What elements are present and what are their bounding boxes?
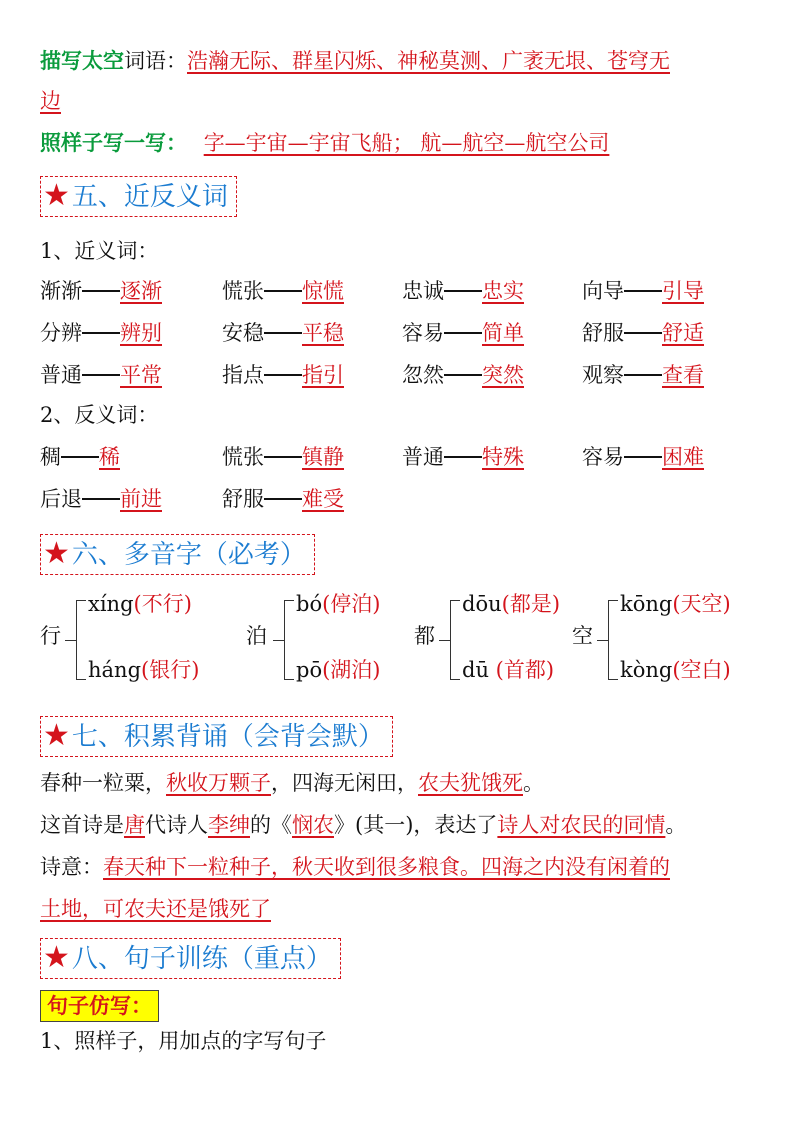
synonym-pair <box>582 318 704 348</box>
synonym-pair <box>402 360 524 390</box>
antonym-word: 容易 <box>582 445 624 469</box>
section6-title: 六、多音字（必考） <box>71 540 306 570</box>
sentence-item1: 1、照样子，用加点的字写句子 <box>40 1029 327 1053</box>
antonym-answer: 稀 <box>99 445 120 469</box>
dash-line <box>624 290 662 292</box>
synonym-word: 慌张 <box>222 279 264 303</box>
synonym-pair <box>40 360 162 390</box>
synonym-pair <box>222 318 344 348</box>
star-icon: ★ <box>43 940 70 975</box>
section7-title: 七、积累背诵（会背会默） <box>71 722 384 752</box>
synonym-word: 容易 <box>402 321 444 345</box>
synonym-word: 分辨 <box>40 321 82 345</box>
dash-line <box>264 332 302 334</box>
antonym-word: 后退 <box>40 487 82 511</box>
poem-line4: 土地，可农夫还是饿死了 <box>40 897 271 921</box>
dash-line <box>61 456 99 458</box>
antonym-pair <box>582 442 704 472</box>
dash-line <box>82 374 120 376</box>
poem-line2: 这首诗是唐代诗人李绅的《悯农》(其一)，表达了诗人对农民的同情。 <box>40 813 687 837</box>
synonym-label: 1、近义词： <box>40 239 159 263</box>
synonym-pair <box>402 318 524 348</box>
poly-xing-brace <box>76 600 77 680</box>
poly-bo-brace <box>284 600 285 680</box>
poly-dou-top: dōu(都是) <box>462 592 561 616</box>
synonym-word: 忽然 <box>402 363 444 387</box>
synonym-pair <box>222 360 344 390</box>
sentence-badge: 句子仿写： <box>40 990 159 1022</box>
space-words-label: 描写太空 <box>40 48 124 73</box>
synonym-word: 安稳 <box>222 321 264 345</box>
antonym-word: 稠 <box>40 445 61 469</box>
poly-kong-brace <box>608 600 609 680</box>
dash-line <box>82 498 120 500</box>
synonym-answer: 舒适 <box>662 321 704 345</box>
synonym-word: 忠诚 <box>402 279 444 303</box>
antonym-word: 慌张 <box>222 445 264 469</box>
antonym-answer: 难受 <box>302 487 344 511</box>
section7-heading <box>40 716 393 757</box>
antonym-label: 2、反义词： <box>40 403 159 427</box>
poem-line1: 春种一粒粟，秋收万颗子，四海无闲田，农夫犹饿死。 <box>40 771 544 795</box>
synonym-pair <box>402 276 524 306</box>
antonym-pair <box>40 442 120 472</box>
poly-xing-top: xíng(不行) <box>88 592 192 616</box>
poly-bo-char: 泊 <box>246 624 267 648</box>
section5-heading <box>40 176 237 217</box>
dash-line <box>444 456 482 458</box>
synonym-answer: 引导 <box>662 279 704 303</box>
dash-line <box>624 456 662 458</box>
example-line <box>40 128 609 158</box>
star-icon: ★ <box>43 178 70 213</box>
antonym-word: 舒服 <box>222 487 264 511</box>
synonym-answer: 简单 <box>482 321 524 345</box>
dash-line <box>624 332 662 334</box>
dash-line <box>264 290 302 292</box>
example-label: 照样子写一写： <box>40 130 187 155</box>
synonym-answer: 查看 <box>662 363 704 387</box>
poly-kong-top: kōng(天空) <box>620 592 731 616</box>
space-words-line <box>40 46 670 76</box>
antonym-answer: 镇静 <box>302 445 344 469</box>
section8-title: 八、句子训练（重点） <box>71 944 332 974</box>
dash-line <box>264 456 302 458</box>
synonym-word: 指点 <box>222 363 264 387</box>
section8-heading <box>40 938 341 979</box>
antonym-pair <box>222 484 344 514</box>
space-words-value: 浩瀚无际、群星闪烁、神秘莫测、广袤无垠、苍穹无 <box>187 49 670 73</box>
poly-xing-bot: háng(银行) <box>88 658 200 682</box>
synonym-word: 舒服 <box>582 321 624 345</box>
synonym-answer: 指引 <box>302 363 344 387</box>
antonym-pair <box>40 484 162 514</box>
space-words-label2: 词语： <box>124 49 187 73</box>
star-icon: ★ <box>43 718 70 753</box>
synonym-pair <box>222 276 344 306</box>
space-words-value2: 边 <box>40 89 61 113</box>
synonym-word: 普通 <box>40 363 82 387</box>
synonym-pair <box>582 360 704 390</box>
space-words-line2 <box>40 86 61 116</box>
antonym-word: 普通 <box>402 445 444 469</box>
dash-line <box>624 374 662 376</box>
star-icon: ★ <box>43 536 70 571</box>
synonym-pair <box>40 318 162 348</box>
poly-xing-char: 行 <box>40 624 61 648</box>
synonym-answer: 平常 <box>120 363 162 387</box>
synonym-pair <box>582 276 704 306</box>
section5-title: 五、近反义词 <box>71 182 228 212</box>
poly-bo-bot: pō(湖泊) <box>296 658 381 682</box>
poly-kong-bot: kòng(空白) <box>620 658 731 682</box>
dash-line <box>444 374 482 376</box>
poly-bo-top: bó(停泊) <box>296 592 381 616</box>
dash-line <box>264 374 302 376</box>
synonym-answer: 惊慌 <box>302 279 344 303</box>
poly-dou-bot: dū (首都) <box>462 658 555 682</box>
example-value: 字—宇宙—宇宙飞船； 航—航空—航空公司 <box>203 131 610 155</box>
dash-line <box>82 290 120 292</box>
synonym-answer: 辨别 <box>120 321 162 345</box>
synonym-word: 渐渐 <box>40 279 82 303</box>
dash-line <box>264 498 302 500</box>
synonym-answer: 逐渐 <box>120 279 162 303</box>
synonym-answer: 忠实 <box>482 279 524 303</box>
synonym-answer: 平稳 <box>302 321 344 345</box>
dash-line <box>444 290 482 292</box>
antonym-pair <box>402 442 524 472</box>
synonym-pair <box>40 276 162 306</box>
synonym-word: 观察 <box>582 363 624 387</box>
antonym-answer: 特殊 <box>482 445 524 469</box>
antonym-answer: 困难 <box>662 445 704 469</box>
antonym-pair <box>222 442 344 472</box>
poem-line3: 诗意：春天种下一粒种子，秋天收到很多粮食。四海之内没有闲着的 <box>40 855 670 879</box>
synonym-word: 向导 <box>582 279 624 303</box>
section6-heading <box>40 534 315 575</box>
antonym-answer: 前进 <box>120 487 162 511</box>
synonym-answer: 突然 <box>482 363 524 387</box>
dash-line <box>82 332 120 334</box>
poly-kong-char: 空 <box>572 624 593 648</box>
poly-dou-char: 都 <box>414 624 435 648</box>
poly-dou-brace <box>450 600 451 680</box>
dash-line <box>444 332 482 334</box>
